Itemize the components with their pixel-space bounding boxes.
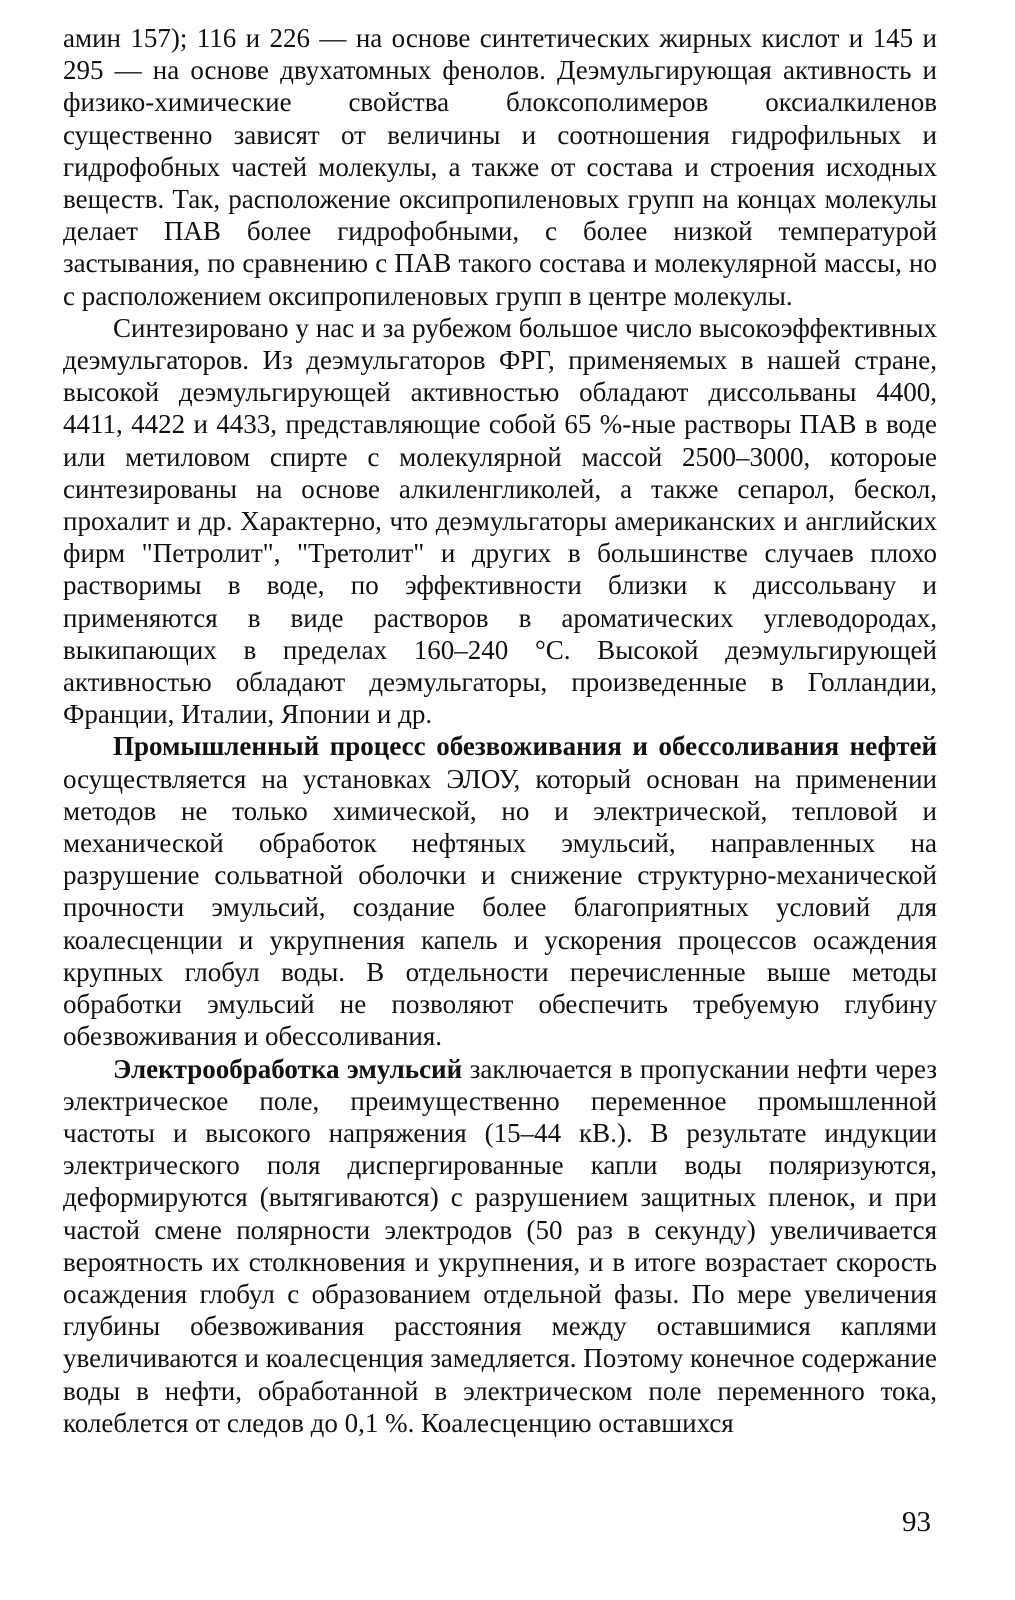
document-page: [63, 22, 937, 1578]
paragraph-3-text: осуществляется на установках ЭЛОУ, который основан на применении методов не только химической, но и электрической, тепловой и механической обработок нефтяных эмульсий, направленных на разрушение сольватной оболочки и снижение структурно-механической прочности эмульсий, создание более благоприятных условий для коалесценции и укрупнения капель и ускорения процессов осаждения крупных глобул воды. В отдельности перечисленные выше методы обработки эмульсий не позволяют обеспечить требуемую глубину обезвоживания и обессоливания.: [63, 763, 937, 1052]
paragraph-4-lead: Электрообработка эмульсий: [113, 1053, 463, 1084]
page-number: 93: [902, 1506, 931, 1538]
paragraph-3: [63, 730, 937, 1052]
paragraph-4-text: заключается в пропускании нефти через электрическое поле, преимущественно переменное промышленной частоты и высокого напряжения (15–44 кВ.). В результате индукции электрического поля диспергированные капли воды поляризуются, деформируются (вытягиваются) с разрушением защитных пленок, и при частой смене полярности электродов (50 раз в секунду) увеличивается вероятность их столкновения и укрупнения, и в итоге возрастает скорость осаждения глобул с образованием отдельной фазы. По мере увеличения глубины обезвоживания расстояния между оставшимися каплями увеличиваются и коалесценция замедляется. Поэтому конечное содержание воды в нефти, обработанной в электрическом поле переменного тока, колеблется от следов до 0,1 %. Коалесценцию оставшихся: [63, 1053, 937, 1438]
paragraph-1-text: амин 157); 116 и 226 — на основе синтетических жирных кислот и 145 и 295 — на основе двухатомных фенолов. Деэмульгирующая активность и физико-химические свойства блоксополимеров оксиалкиленов существенно зависят от величины и соотношения гидрофильных и гидрофобных частей молекулы, а также от состава и строения исходных веществ. Так, расположение оксипропиленовых групп на концах молекулы делает ПАВ более гидрофобными, с более низкой температурой застывания, по сравнению с ПАВ такого состава и молекулярной массы, но с расположением оксипропиленовых групп в центре молекулы.: [63, 23, 937, 311]
paragraph-1: [63, 22, 937, 312]
paragraph-3-lead: Промышленный процесс обезвоживания и обессоливания нефтей: [113, 731, 937, 762]
paragraph-2: [63, 312, 937, 731]
paragraph-4: [63, 1053, 937, 1439]
body-text: [63, 22, 937, 1439]
paragraph-2-text: Синтезировано у нас и за рубежом большое число высокоэффективных деэмульгаторов. Из деэмульгаторов ФРГ, применяемых в нашей стране, высокой деэмульгирующей активностью обладают диссольваны 4400, 4411, 4422 и 4433, представляющие собой 65 %-ные растворы ПАВ в воде или метиловом спирте с молекулярной массой 2500–3000, котороые синтезированы на основе алкиленгликолей, а также сепарол, бескол, прохалит и др. Характерно, что деэмульгаторы американских и английских фирм "Петролит", "Третолит" и других в большинстве случаев плохо растворимы в воде, по эффективности близки к диссольвану и применяются в виде растворов в ароматических углеводородах, выкипающих в пределах 160–240 °С. Высокой деэмульгирующей активностью обладают деэмульгаторы, произведенные в Голландии, Франции, Италии, Японии и др.: [63, 312, 937, 730]
